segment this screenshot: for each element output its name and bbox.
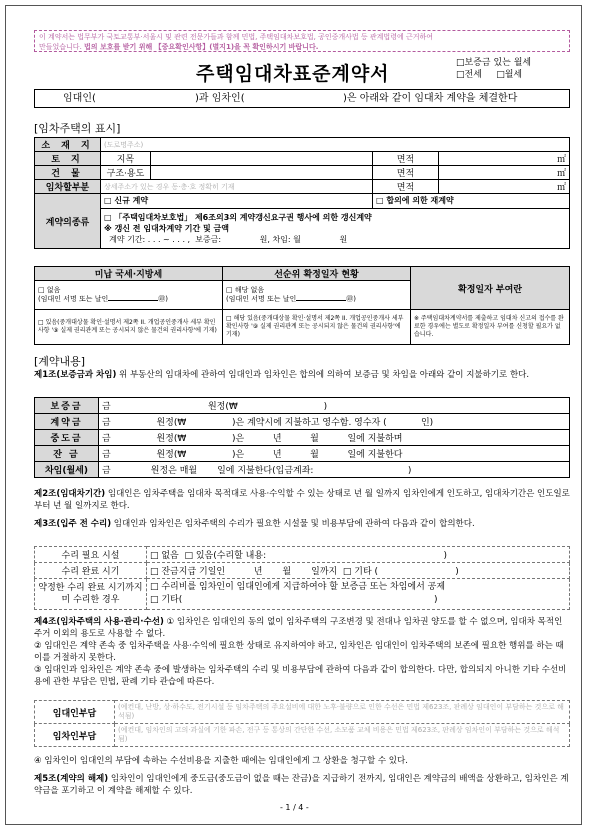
payment-field[interactable]: 금 원정(₩ )은 년 월 일에 지불하며	[99, 430, 570, 446]
previous-rent-label: 차임: 월	[272, 234, 301, 244]
repair-row-field[interactable]: □ 없음 □ 있음(수리할 내용: )	[147, 547, 570, 563]
article-1-heading: 제1조(보증금과 차임)	[34, 370, 117, 380]
notice-line-2b: 법의 보호를 받기 위해 【중요확인사항】(별지1)을 꼭 확인하시기 바랍니다.	[84, 43, 319, 51]
repair-row-label: 수리 완료 시기	[35, 563, 147, 579]
tax-table	[34, 266, 570, 345]
article-1	[34, 369, 570, 381]
priority-none-checkbox[interactable]: □ 해당 없음	[226, 286, 265, 294]
priority-has-checkbox[interactable]: □ 해당 있음(중개대상물 확인·설명서 제2쪽 II. 개업공인중개사 세부 확인사항 '⑨ 실제 권리관계 또는 공시되지 않은 물건의 권리사항'에 기재)	[223, 310, 411, 345]
contract-type-options	[456, 57, 531, 81]
article-4-p4: ④ 임차인이 임대인의 부담에 속하는 수선비용을 지출한 때에는 임대인에게 그 상환을 청구할 수 있다.	[34, 756, 408, 766]
building-area-label: 면적	[373, 166, 439, 180]
previous-period-label: 계약 기간:	[109, 234, 146, 244]
page-number: - 1 / 4 -	[280, 803, 309, 812]
lessee-burden-field[interactable]: (예컨대, 임차인의 고의·과실에 기한 파손, 전구 등 통상의 간단한 수선, 소모품 교체 비용은 민법 제623조, 판례상 임차인이 부담하는 것으로 해석됨)	[115, 724, 570, 747]
building-structure-label: 구조·용도	[101, 166, 151, 180]
section-title-property: [임차주택의 표시]	[34, 122, 121, 135]
article-3-heading: 제3조(입주 전 수리)	[34, 519, 112, 529]
article-2-body: 임대인은 임차주택을 임대차 목적대로 사용·수익할 수 있는 상태로 년 월 일까지 임차인에게 인도하고, 임대차기간은 인도일로부터 년 월 일까지로 한다.	[34, 489, 570, 511]
article-5-heading: 제5조(계약의 해제)	[34, 774, 109, 784]
repair-burden-table	[34, 700, 570, 747]
article-3-body: 임대인과 임차인은 임차주택의 수리가 필요한 시설물 및 비용부담에 관하여 다음과 같이 합의한다.	[111, 519, 475, 529]
land-label: 토 지	[35, 152, 101, 166]
fixed-date-note: ※ 주택임대차계약서를 제출하고 임대차 신고의 접수를 완료한 경우에는 별도로 확정일자 부여를 신청할 필요가 없습니다.	[411, 310, 570, 345]
payment-label: 중도금	[35, 430, 99, 446]
lessor-burden-field[interactable]: (예컨대, 난방, 상·하수도, 전기시설 등 임차주택의 주요설비에 대한 노후·불량으로 인한 수선은 민법 제623조, 판례상 임대인이 부담하는 것으로 해석됨)	[115, 701, 570, 724]
payment-field[interactable]: 금 원정(₩ )은 계약시에 지불하고 영수함. 영수자 ( 인)	[99, 414, 570, 430]
article-2	[34, 488, 570, 512]
land-category-label: 지목	[101, 152, 151, 166]
payment-label: 차임(월세)	[35, 462, 99, 478]
unpaid-seal: ㊞)	[158, 295, 168, 303]
document-title: 주택임대차표준계약서	[196, 63, 390, 85]
renewal-checkbox[interactable]: □ 「주택임대차보호법」 제6조의3의 계약갱신요구권 행사에 의한 갱신계약	[104, 212, 372, 222]
rent-part-field[interactable]: 상세주소가 있는 경우 동·층·호 정확히 기재	[101, 180, 373, 194]
land-area-label: 면적	[373, 152, 439, 166]
priority-seal: ㊞)	[346, 295, 356, 303]
repair-row-field[interactable]: □ 수리비를 임차인이 임대인에게 지급하여야 할 보증금 또는 차임에서 공제 □ 기타( )	[147, 579, 570, 610]
lessor-burden-label: 임대인부담	[35, 701, 115, 724]
land-area-field[interactable]: ㎡	[439, 152, 570, 166]
payment-table	[34, 397, 570, 478]
new-contract-checkbox[interactable]: □ 신규 계약	[101, 194, 373, 209]
building-structure-field[interactable]	[151, 166, 373, 180]
previous-deposit-won: 원,	[259, 234, 270, 244]
payment-label: 보증금	[35, 398, 99, 414]
article-4	[34, 616, 570, 688]
lessor-label: 임대인(	[63, 93, 96, 104]
payment-label: 계약금	[35, 414, 99, 430]
rent-area-label: 면적	[373, 180, 439, 194]
repair-row-label: 약정한 수리 완료 시기까지 미 수리한 경우	[35, 579, 147, 610]
article-4-heading: 제4조(임차주택의 사용·관리·수선)	[34, 617, 164, 627]
address-label: 소 재 지	[35, 138, 101, 152]
repair-row-label: 수리 필요 시설	[35, 547, 147, 563]
previous-period-dots: . . . ~ . . .	[147, 234, 186, 244]
parties-tail: )은 아래와 같이 임대차 계약을 체결한다	[343, 93, 518, 104]
unpaid-has-checkbox[interactable]: □ 있음(중개대상물 확인·설명서 제2쪽 II. 개업공인중개사 세부 확인사항 '⑨ 실제 권리관계 또는 공시되지 않은 물건의 권리사항'에 기재)	[35, 310, 223, 345]
previous-rent-won: 원	[339, 234, 348, 244]
option-monthly-with-deposit[interactable]: □보증금 있는 월세	[456, 58, 532, 68]
lessee-label: )과 임차인(	[195, 93, 245, 104]
previous-deposit-label: 보증금:	[195, 234, 222, 244]
article-5-body: 임차인이 임대인에게 중도금(중도금이 없을 때는 잔금)을 지급하기 전까지, 임대인은 계약금의 배액을 상환하고, 임차인은 계약금을 포기하고 이 계약을 해제할 수 있다.	[34, 774, 569, 796]
agreement-renewal-checkbox[interactable]: □ 합의에 의한 재계약	[373, 194, 570, 209]
notice-box	[34, 30, 570, 52]
payment-field[interactable]: 금 원정은 매월 일에 지불한다(입금계좌: )	[99, 462, 570, 478]
unpaid-tax-header: 미납 국세·지방세	[35, 267, 223, 281]
priority-signature-label: (임대인 서명 또는 날인	[226, 295, 297, 303]
repair-row-field[interactable]: □ 잔금지급 기일인 년 월 일까지 □ 기타 ( )	[147, 563, 570, 579]
parties-line	[34, 89, 570, 108]
lessee-burden-label: 임차인부담	[35, 724, 115, 747]
article-3	[34, 518, 570, 530]
previous-contract-note: ※ 갱신 전 임대차계약 기간 및 금액	[104, 223, 229, 233]
contract-kind-label: 계약의종류	[35, 194, 101, 249]
rent-area-field[interactable]: ㎡	[439, 180, 570, 194]
article-1-body: 위 부동산의 임대차에 관하여 임대인과 임차인은 합의에 의하여 보증금 및 차임을 아래와 같이 지불하기로 한다.	[116, 370, 530, 380]
payment-label: 잔 금	[35, 446, 99, 462]
payment-field[interactable]: 금 원정(₩ )	[99, 398, 570, 414]
payment-field[interactable]: 금 원정(₩ )은 년 월 일에 지불한다	[99, 446, 570, 462]
option-monthly[interactable]: □월세	[496, 70, 523, 80]
building-label: 건 물	[35, 166, 101, 180]
repair-table	[34, 546, 570, 610]
article-4-p2: ② 임대인은 계약 존속 중 임차주택을 사용·수익에 필요한 상태로 유지하여야 하고, 임차인은 임대인이 임차주택의 보존에 필요한 행위를 하는 때 이를 거절하지 못한다.	[34, 641, 564, 663]
article-2-heading: 제2조(임대차기간)	[34, 489, 106, 499]
property-table: 소 재 지 (도로명주소) 토 지 지목 면적 ㎡ 건 물 구조·용도 면적 ㎡ 임차할부분 상세주소가 있는 경우 동·층·호 정확히 기재 면적 ㎡ 계약의종류 □ 신규 계약 □ 합의에 의한 재계약 □ 「주택임대차보호법」 제6조의3의 계약갱신요구권 행사에 의한 갱신계약 ※ 갱신 전 임대차계약 기간 및 금액 계약 기간: . . . ~ . . . , 보증금: 원, 차임: 월 원	[34, 137, 570, 249]
section-title-contract: [계약내용]	[34, 355, 86, 368]
priority-date-header: 선순위 확정일자 현황	[223, 267, 411, 281]
notice-line-1: 이 계약서는 법무부가 국토교통부·서울시 및 관련 전문가들과 함께 민법, 주택임대차보호법, 공인중개사법 등 관계법령에 근거하여	[39, 33, 433, 41]
rent-part-label: 임차할부분	[35, 180, 101, 194]
article-4-p3: ③ 임대인과 임차인은 계약 존속 중에 발생하는 임차주택의 수리 및 비용부담에 관하여 다음과 같이 합의한다. 다만, 합의되지 아니한 기타 수선비용에 관한 부담은 민법, 판례 기타 관습에 따른다.	[34, 665, 567, 687]
fixed-date-header: 확정일자 부여란	[411, 267, 570, 310]
address-field[interactable]: (도로명주소)	[101, 138, 570, 152]
option-jeonse[interactable]: □전세	[456, 70, 482, 80]
article-5	[34, 773, 570, 797]
building-area-field[interactable]: ㎡	[439, 166, 570, 180]
unpaid-signature-label: (임대인 서명 또는 날인	[38, 295, 109, 303]
notice-line-2a: 만들었습니다.	[39, 43, 82, 51]
article-4-p1: ① 임차인은 임대인의 동의 없이 임차주택의 구조변경 및 전대나 임차권 양도를 할 수 없으며, 임대차 목적인 주거 이외의 용도로 사용할 수 없다.	[34, 617, 563, 639]
unpaid-none-checkbox[interactable]: □ 없음	[38, 286, 61, 294]
land-category-field[interactable]	[151, 152, 373, 166]
